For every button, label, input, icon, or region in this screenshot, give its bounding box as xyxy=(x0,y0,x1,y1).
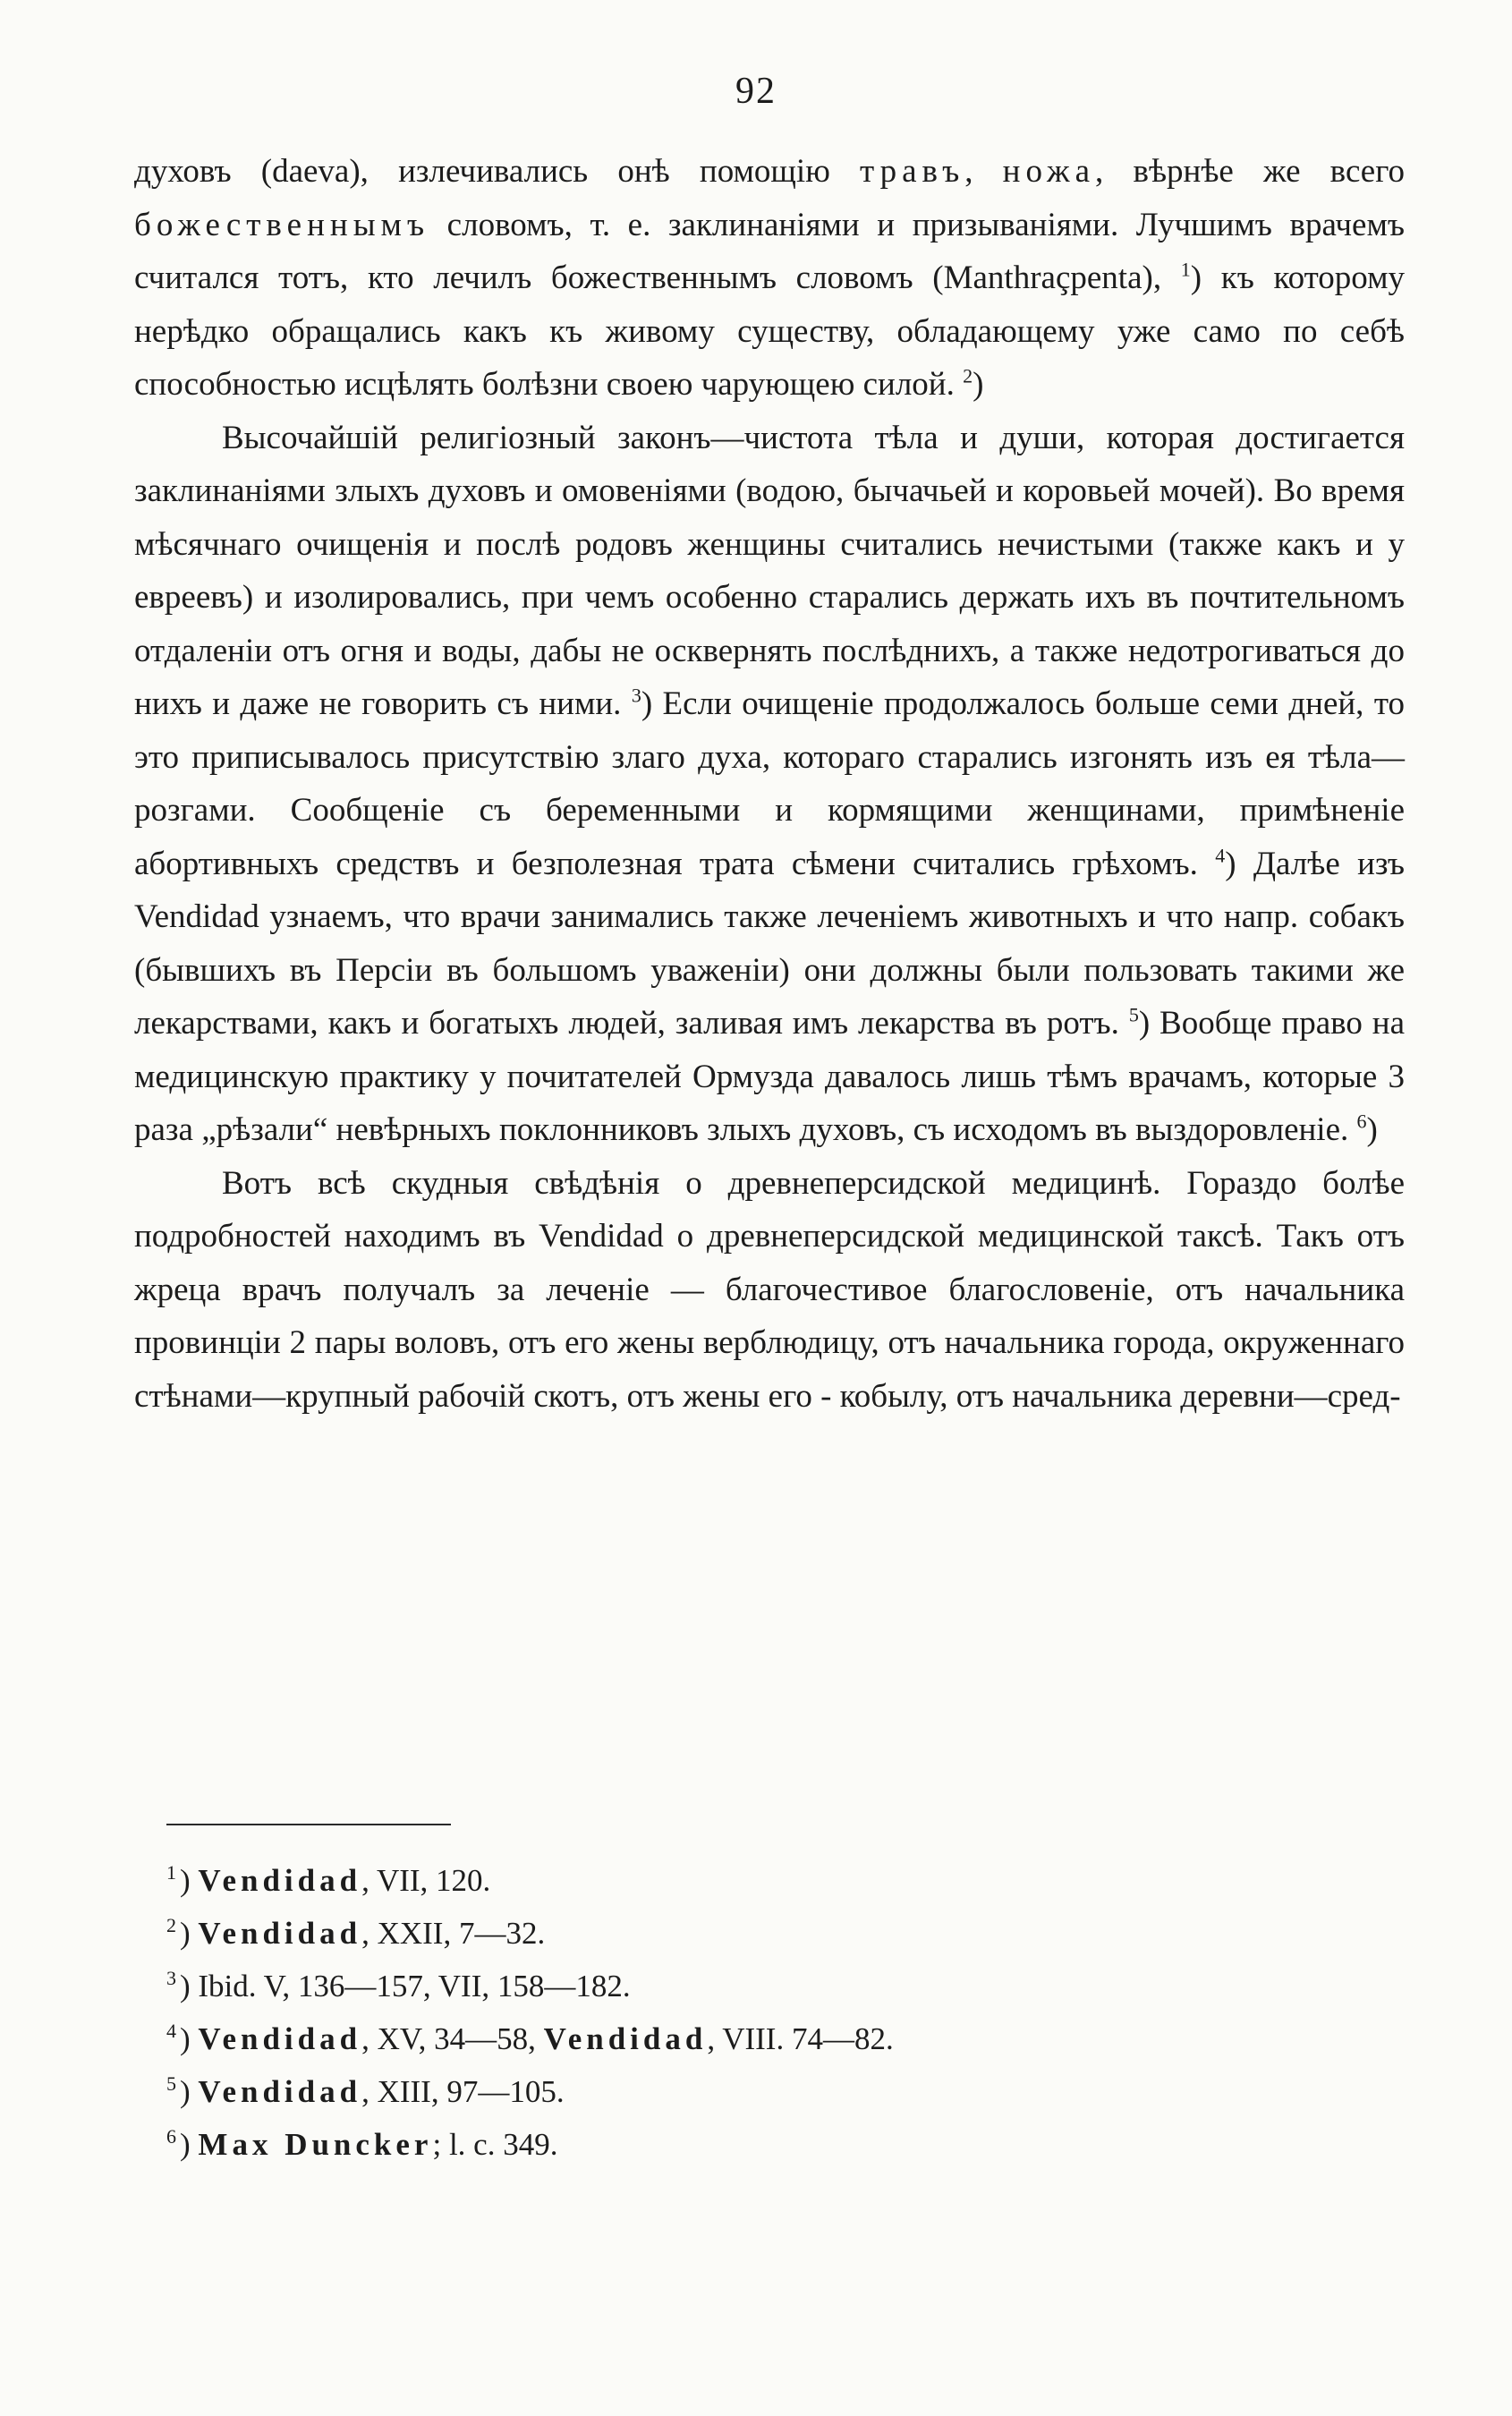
paragraph xyxy=(134,1157,1405,1424)
footnote-item xyxy=(166,2012,1329,2065)
footnote-source: Max Duncker xyxy=(198,2127,433,2162)
footnote-source: Vendidad xyxy=(198,1916,362,1951)
footnote-divider xyxy=(166,1824,451,1825)
text-segment: , вѣрнѣе же всего xyxy=(1095,153,1405,190)
footnote-source: Vendidad xyxy=(198,2021,362,2056)
footnote-reference-text: ; l. c. 349. xyxy=(432,2127,558,2162)
text-segment: ) xyxy=(973,366,984,403)
text-segment: ) Если очищеніе продолжалось больше семи дней, то это приписывалось присутствію злаго духа, котораго старались изгонять изъ ея тѣла—розгами. Сообщеніе съ беременными и кормящими женщинами, примѣненіе абортивныхъ средствъ и безполезная трата сѣмени считались грѣхомъ. xyxy=(134,685,1405,882)
footnote-mark: 2 xyxy=(166,1914,176,1937)
footnote-item xyxy=(166,1960,1329,2012)
footnote-reference-text: , XV, 34—58, xyxy=(361,2021,544,2056)
text-segment: , xyxy=(964,153,1003,190)
footnote-reference: 1 xyxy=(1180,258,1191,281)
footnote-item xyxy=(166,1907,1329,1960)
footnote-reference: 4 xyxy=(1215,844,1226,867)
text-segment: Вотъ всѣ скудныя свѣдѣнія о древнеперсидской медицинѣ. Гораздо болѣе подробностей находимъ въ Vendidad о древнеперсидской медицинской таксѣ. Такъ отъ жреца врачъ получалъ за леченіе — благочестивое благословеніе, отъ начальника провинціи 2 пары воловъ, отъ его жены верблюдицу, отъ начальника города, окруженнаго стѣнами—крупный рабочій скотъ, отъ жены его - кобылу, отъ начальника деревни—сред- xyxy=(134,1164,1405,1415)
footnote-reference-text: Ibid. V, 136—157, VII, 158—182. xyxy=(198,1969,631,2003)
paragraph xyxy=(134,412,1405,1157)
footnote-reference: 3 xyxy=(631,684,641,707)
footnote-reference: 2 xyxy=(963,364,973,387)
footnote-paren: ) xyxy=(180,2074,199,2109)
footnotes xyxy=(166,1854,1329,2171)
text-segment: ) Вообще право на медицинскую практику у почитателей Ормузда давалось лишь тѣмъ врачамъ, которые 3 раза „рѣзали“ невѣрныхъ поклонниковъ злыхъ духовъ, съ исходомъ въ выздоровленіе. xyxy=(134,1005,1405,1148)
paragraph xyxy=(134,145,1405,412)
footnote-source: Vendidad xyxy=(543,2021,708,2056)
footnote-reference: 5 xyxy=(1128,1003,1139,1026)
footnote-mark: 3 xyxy=(166,1967,176,1990)
footnote-reference: 6 xyxy=(1356,1110,1367,1133)
footnote-mark: 6 xyxy=(166,2125,176,2148)
footnote-reference-text: , XIII, 97—105. xyxy=(361,2074,565,2109)
text-segment: духовъ (daeva), излечивались онѣ помощію xyxy=(134,153,861,190)
text-segment: ) къ которому нерѣдко обращались какъ къ живому существу, обладающему уже само по себѣ способностью исцѣлять болѣзни своею чарующею силой. xyxy=(134,259,1405,403)
footnote-paren: ) xyxy=(180,1916,199,1951)
text-segment: Высочайшій религіозный законъ—чистота тѣла и души, которая достигается заклинаніями злыхъ духовъ и омовеніями (водою, бычачьей и коровьей мочей). Во время мѣсячнаго очищенія и послѣ родовъ женщины считались нечистыми (также какъ и у евреевъ) и изолировались, при чемъ особенно старались держать ихъ въ почтительномъ отдаленіи отъ огня и воды, дабы не осквернять послѣднихъ, а также недотрогиваться до нихъ и даже не говорить съ ними. xyxy=(134,419,1405,722)
footnote-source: Vendidad xyxy=(198,1863,362,1898)
footnote-paren: ) xyxy=(180,1969,199,2003)
footnote-reference-text: , VIII. 74—82. xyxy=(707,2021,894,2056)
footnote-mark: 1 xyxy=(166,1861,176,1884)
footnote-source: Vendidad xyxy=(198,2074,362,2109)
footnote-paren: ) xyxy=(180,2021,199,2056)
footnote-reference-text: , XXII, 7—32. xyxy=(361,1916,546,1951)
emphasized-text: ножа xyxy=(1002,153,1096,190)
footnote-paren: ) xyxy=(180,1863,199,1898)
footnote-paren: ) xyxy=(180,2127,199,2162)
body-text xyxy=(134,145,1405,1423)
footnote-reference-text: , VII, 120. xyxy=(361,1863,491,1898)
page-number: 92 xyxy=(735,71,777,112)
emphasized-text: травъ xyxy=(860,153,965,190)
footnote-mark: 5 xyxy=(166,2072,176,2096)
footnote-item xyxy=(166,1854,1329,1907)
text-segment: словомъ, т. е. заклинаніями и призываніями. Лучшимъ врачемъ считался тотъ, кто лечилъ божественнымъ словомъ (Manthraçpenta), xyxy=(134,206,1405,296)
footnote-mark: 4 xyxy=(166,2020,176,2043)
footnote-item xyxy=(166,2118,1329,2171)
text-segment: ) Далѣе изъ Vendidad узнаемъ, что врачи занимались также леченіемъ животныхъ и что напр. собакъ (бывшихъ въ Персіи въ большомъ уваженіи) они должны были пользовать такими же лекарствами, какъ и богатыхъ людей, заливая имъ лекарства въ ротъ. xyxy=(134,845,1406,1042)
footnote-item xyxy=(166,2065,1329,2118)
text-segment: ) xyxy=(1366,1111,1378,1148)
emphasized-text: божественнымъ xyxy=(134,206,430,243)
